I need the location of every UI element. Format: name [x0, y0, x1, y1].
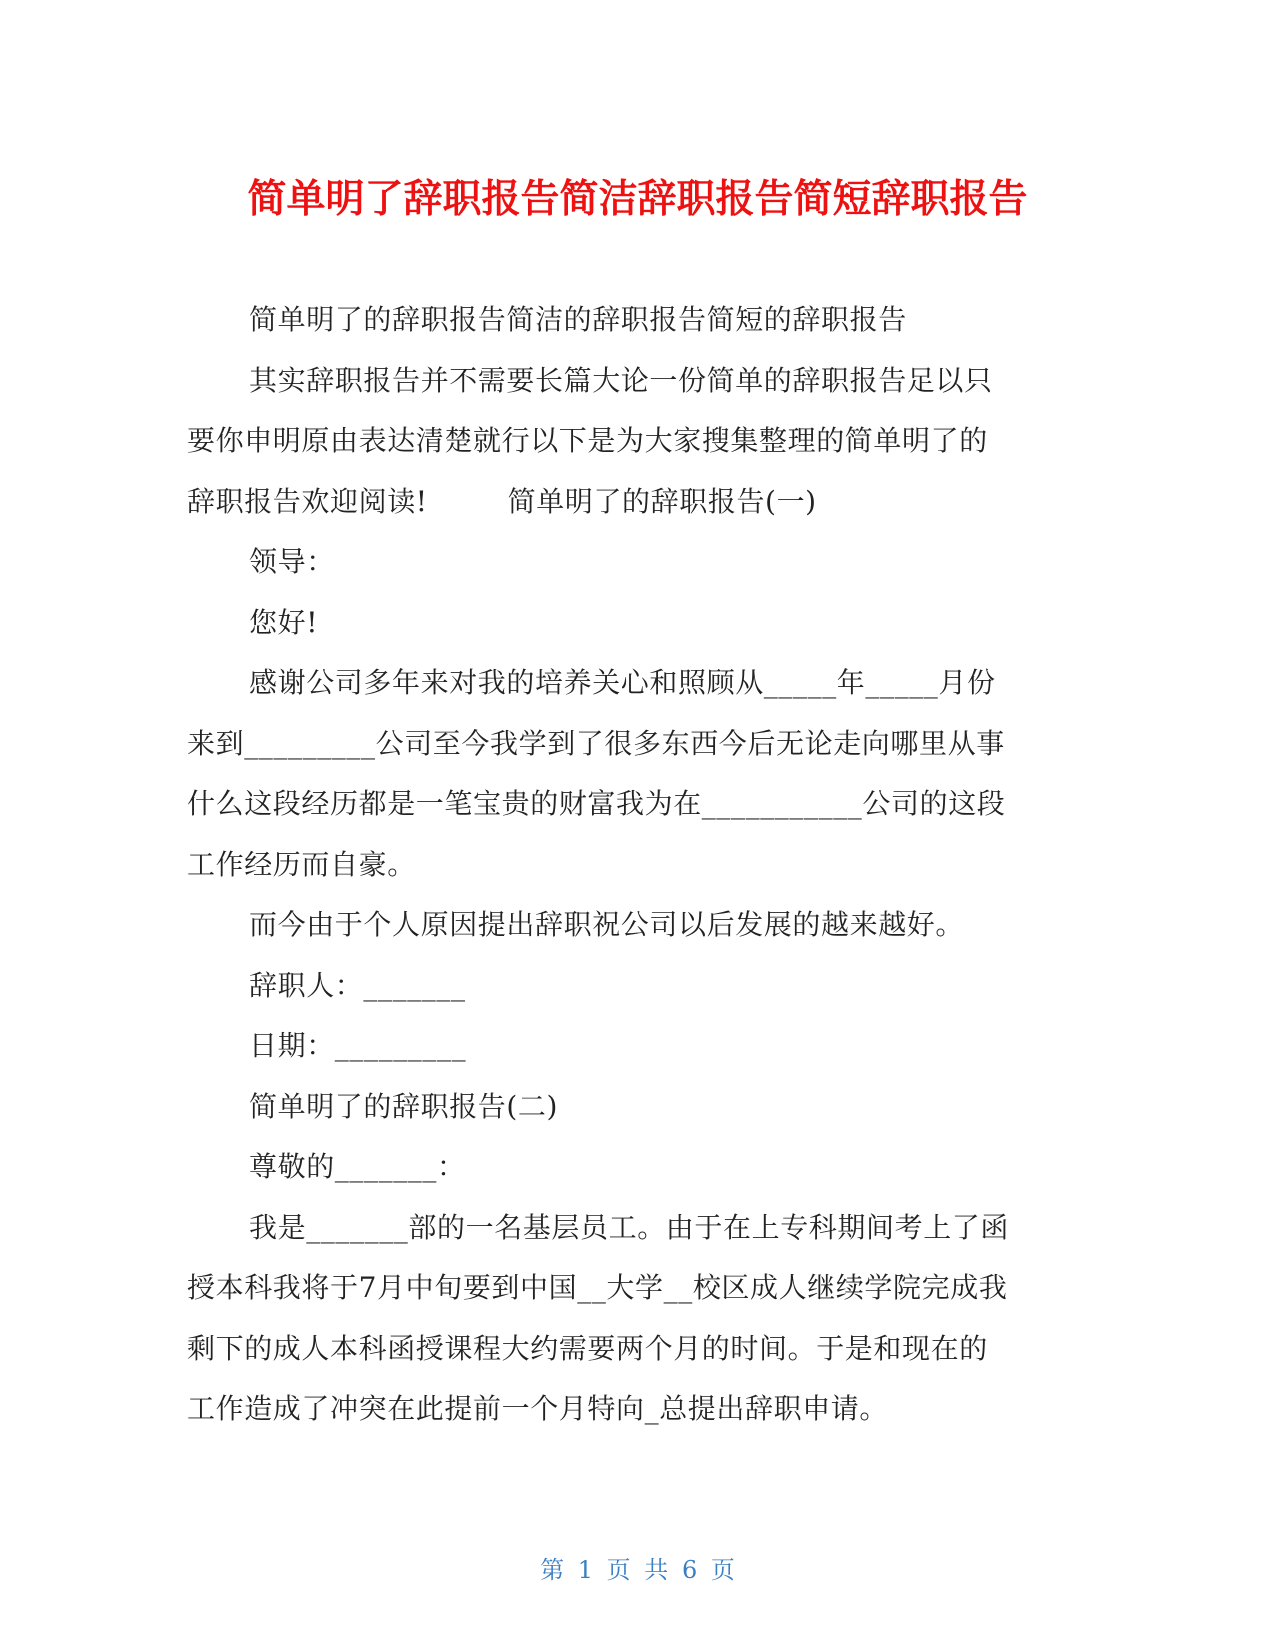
paragraph-line: 来到_________公司至今我学到了很多东西今后无论走向哪里从事 [187, 726, 1005, 760]
section-heading: 简单明了的辞职报告(一) [507, 484, 817, 518]
signature-field: 辞职人：_______ [249, 968, 466, 1002]
section-heading: 简单明了的辞职报告(二) [249, 1089, 559, 1123]
paragraph-line: 剩下的成人本科函授课程大约需要两个月的时间。于是和现在的 [187, 1331, 988, 1365]
paragraph-line: 而今由于个人原因提出辞职祝公司以后发展的越来越好。 [249, 908, 965, 941]
paragraph-line: 工作经历而自豪。 [187, 847, 416, 881]
document-title: 简单明了辞职报告简洁辞职报告简短辞职报告 [247, 177, 1028, 222]
paragraph-line: 什么这段经历都是一笔宝贵的财富我为在___________公司的这段 [187, 787, 1006, 820]
document-body [187, 290, 1087, 1440]
paragraph-line: 感谢公司多年来对我的培养关心和照顾从_____年_____月份 [249, 666, 996, 699]
date-field: 日期：_________ [249, 1029, 467, 1062]
greeting: 您好! [249, 605, 319, 639]
paragraph-line: 简单明了的辞职报告简洁的辞职报告简短的辞职报告 [249, 303, 907, 336]
paragraph-text: 辞职报告欢迎阅读! [187, 484, 428, 518]
paragraph-line: 要你申明原由表达清楚就行以下是为大家搜集整理的简单明了的 [187, 424, 988, 457]
paragraph-line: 其实辞职报告并不需要长篇大论一份简单的辞职报告足以只 [249, 363, 993, 397]
paragraph-line: 我是_______部的一名基层员工。由于在上专科期间考上了函 [249, 1210, 1010, 1244]
salutation: 领导： [249, 545, 335, 578]
page-number: 第 1 页 共 6 页 [540, 1556, 735, 1584]
salutation: 尊敬的_______： [249, 1150, 466, 1183]
paragraph-line: 授本科我将于7月中旬要到中国__大学__校区成人继续学院完成我 [187, 1271, 1008, 1304]
paragraph-line: 工作造成了冲突在此提前一个月特向_总提出辞职申请。 [187, 1392, 889, 1425]
paragraph-line [187, 472, 1087, 533]
